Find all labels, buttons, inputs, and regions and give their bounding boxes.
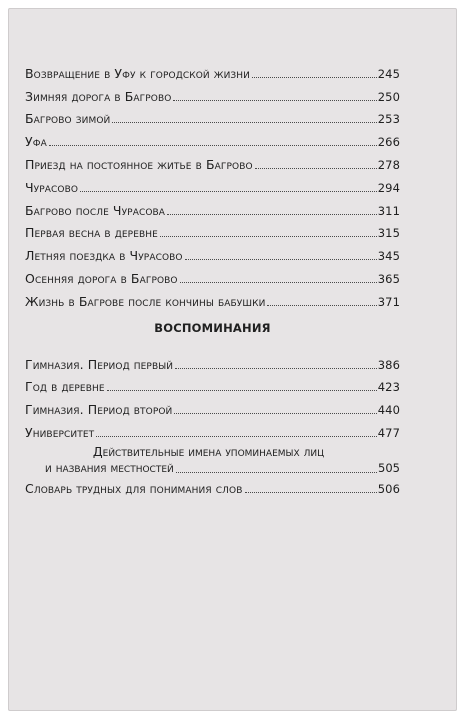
toc-entry-title: Багрово после Чурасова bbox=[25, 202, 166, 218]
dot-leader bbox=[185, 259, 377, 260]
dot-leader bbox=[252, 77, 377, 78]
toc-entry-page: 505 bbox=[378, 460, 400, 475]
toc-entry-title: Год в деревне bbox=[25, 379, 105, 395]
toc-entry-title: Зимняя дорога в Багрово bbox=[25, 88, 172, 104]
toc-entry-title: Возвращение в Уфу к городской жизни bbox=[25, 65, 250, 81]
toc-entry-title: Гимназия. Период первый bbox=[25, 356, 174, 372]
dot-leader bbox=[96, 436, 377, 437]
dot-leader bbox=[175, 368, 377, 369]
toc-entry-title: Жизнь в Багрове после кончины бабушки bbox=[25, 293, 266, 309]
toc-entry-title-line2: и названия местностей bbox=[45, 459, 174, 475]
toc-entry-title: Гимназия. Период второй bbox=[25, 402, 173, 418]
toc-entry-page: 345 bbox=[377, 249, 400, 264]
toc-entry bbox=[25, 172, 400, 195]
dot-leader bbox=[167, 214, 377, 215]
toc-entry bbox=[25, 126, 400, 149]
dot-leader bbox=[174, 413, 376, 414]
toc-entry-line2 bbox=[25, 460, 400, 476]
toc-entry bbox=[25, 394, 400, 417]
toc-entry bbox=[25, 286, 400, 309]
toc-entry-title: Чурасово bbox=[25, 179, 79, 195]
toc-entry-page: 440 bbox=[377, 403, 400, 418]
toc-entry-title: Уфа bbox=[25, 134, 47, 150]
dot-leader bbox=[176, 472, 377, 473]
toc-entry-title: Словарь трудных для понимания слов bbox=[25, 480, 243, 496]
toc-entry bbox=[25, 417, 400, 440]
dot-leader bbox=[80, 191, 377, 192]
toc-entry bbox=[25, 104, 400, 127]
toc-entry-page: 294 bbox=[377, 180, 400, 195]
toc-entry bbox=[25, 263, 400, 286]
toc-entry-page: 250 bbox=[377, 89, 400, 104]
toc-entry-title: Университет bbox=[25, 424, 95, 440]
toc-entry-title: Летняя поездка в Чурасово bbox=[25, 248, 183, 264]
dot-leader bbox=[173, 100, 376, 101]
toc-entry-page: 371 bbox=[377, 294, 400, 309]
toc-entry-page: 423 bbox=[377, 380, 400, 395]
dot-leader bbox=[112, 122, 376, 123]
table-of-contents bbox=[25, 58, 400, 496]
toc-entry bbox=[25, 195, 400, 218]
toc-entry-title: Осенняя дорога в Багрово bbox=[25, 270, 178, 286]
toc-entry-page: 278 bbox=[377, 157, 400, 172]
toc-entry-page: 253 bbox=[377, 112, 400, 127]
toc-entry-title: Багрово зимой bbox=[25, 111, 111, 127]
toc-entry-page: 477 bbox=[377, 425, 400, 440]
dot-leader bbox=[245, 492, 377, 493]
toc-entry-title: Приезд на постоянное житье в Багрово bbox=[25, 156, 253, 172]
toc-entry-page: 245 bbox=[377, 66, 400, 81]
toc-entry bbox=[25, 372, 400, 395]
toc-entry-page: 506 bbox=[377, 481, 400, 496]
toc-entry-page: 315 bbox=[377, 226, 400, 241]
toc-entry-page: 311 bbox=[377, 203, 400, 218]
toc-entry-page: 365 bbox=[377, 271, 400, 286]
toc-entry bbox=[25, 81, 400, 104]
dot-leader bbox=[160, 236, 377, 237]
dot-leader bbox=[180, 282, 377, 283]
toc-entry bbox=[25, 218, 400, 241]
dot-leader bbox=[49, 145, 377, 146]
dot-leader bbox=[107, 390, 377, 391]
toc-entry bbox=[25, 476, 400, 496]
toc-entry-page: 266 bbox=[377, 135, 400, 150]
toc-entry-multiline bbox=[25, 444, 400, 476]
dot-leader bbox=[255, 168, 377, 169]
book-page bbox=[8, 8, 457, 711]
toc-entry bbox=[25, 349, 400, 372]
toc-entry bbox=[25, 240, 400, 263]
toc-entry bbox=[25, 58, 400, 81]
dot-leader bbox=[267, 305, 376, 306]
toc-entry-title-line1: Действительные имена упоминаемых лиц bbox=[92, 443, 325, 459]
toc-entry-title: Первая весна в деревне bbox=[25, 225, 158, 241]
section-heading: ВОСПОМИНАНИЯ bbox=[154, 320, 271, 335]
toc-entry-page: 386 bbox=[377, 357, 400, 372]
toc-entry bbox=[25, 149, 400, 172]
